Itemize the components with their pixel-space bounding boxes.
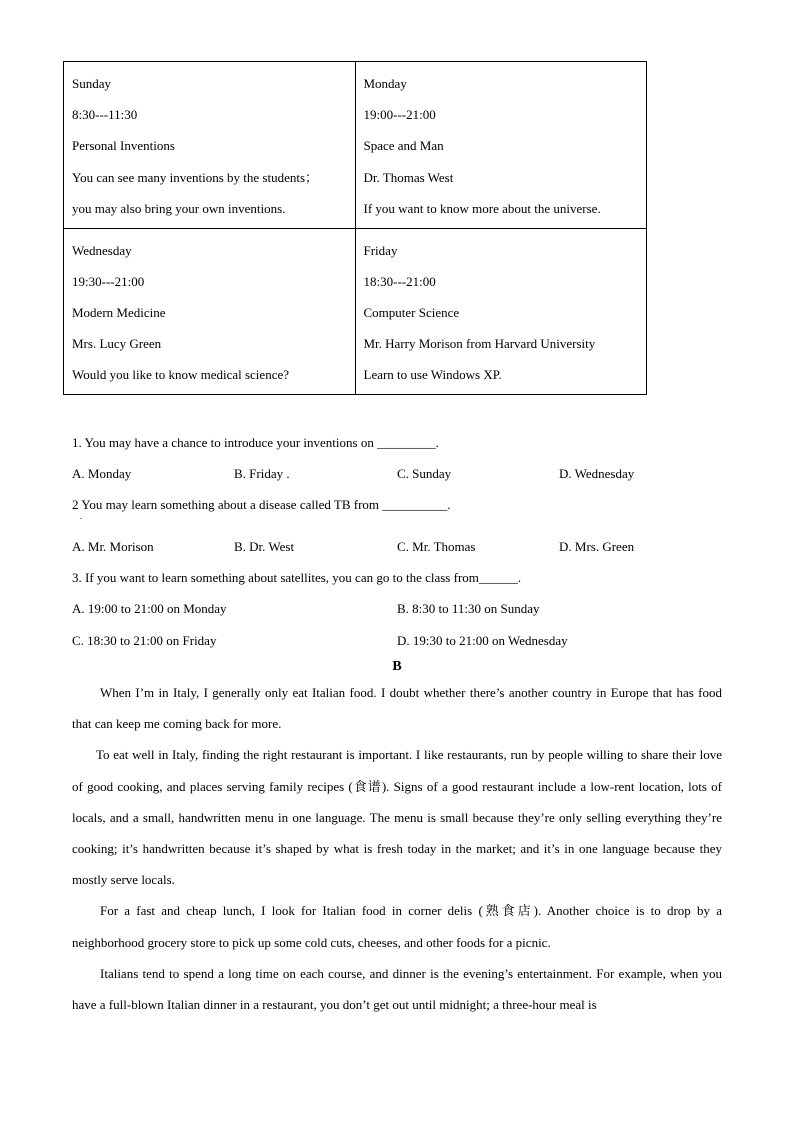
lecture-topic: Space and Man [363,138,444,154]
question-2-option-a: A. Mr. Morison [72,539,154,554]
passage-paragraph: For a fast and cheap lunch, I look for Italian food in corner delis (熟食店). Another choice is to drop by a neighborhood grocery store to pick up some cold cuts, cheeses, and other foods for a picnic. [72,903,722,950]
schedule-row [64,62,647,229]
lecture-description: Learn to use Windows XP. [363,367,502,383]
day-label: Wednesday [72,242,132,258]
lecturer-name: Mr. Harry Morison from Harvard University [363,336,596,352]
question-2-option-d: D. Mrs. Green [559,539,635,554]
question-3-option-d: D. 19:30 to 21:00 on Wednesday [397,633,568,648]
lecture-topic: Computer Science [363,304,460,320]
lecture-topic: Modern Medicine [72,304,166,320]
passage-paragraph: Italians tend to spend a long time on each course, and dinner is the evening’s entertainment. For example, when you have a full-blown Italian dinner in a restaurant, you don’t get out until midnight; a three-hour meal is [72,965,722,1013]
question-2-dot: . [80,511,83,521]
schedule-cell-monday [355,62,647,229]
question-1-option-c: C. Sunday [397,466,452,481]
section-heading: B [392,659,402,674]
lecture-description: you may also bring your own inventions. [72,200,286,216]
day-label: Friday [363,242,398,258]
question-1-option-a: A. Monday [72,466,132,481]
reading-passage [72,677,722,1020]
schedule-cell-sunday [64,62,356,229]
schedule-cell-wednesday [64,228,356,395]
passage-paragraph: To eat well in Italy, finding the right restaurant is important. I like restaurants, run by people willing to share their love of good cooking, and places serving family recipes (食谱). Signs of a good restaurant include a low-rent location, lots of locals, and a small, handwritten menu in one language. The menu is small because they’re only selling everything they’re cooking; it’s handwritten because it’s shaped by what is fresh today in the market; and it’s in one language because they mostly serve locals. [72,747,722,888]
time-range: 19:00---21:00 [363,107,436,123]
time-range: 18:30---21:00 [363,273,436,289]
question-1: 1. You may have a chance to introduce your inventions on _________. [72,435,439,450]
day-label: Monday [363,76,407,91]
lecturer-name: Mrs. Lucy Green [72,336,162,352]
lecture-detail: You can see many inventions by the students； [72,169,319,185]
time-range: 19:30---21:00 [72,273,145,289]
day-label: Sunday [72,76,111,91]
question-2-option-c: C. Mr. Thomas [397,539,476,554]
schedule-table [63,61,647,395]
lecture-description: If you want to know more about the universe. [363,200,601,216]
question-2: 2 You may learn something about a disease called TB from __________. [72,497,451,512]
question-1-option-b: B. Friday . [234,466,290,481]
question-3-option-a: A. 19:00 to 21:00 on Monday [72,601,227,616]
lecture-description: Would you like to know medical science? [72,367,290,383]
question-3: 3. If you want to learn something about satellites, you can go to the class from______. [72,570,522,585]
schedule-cell-friday [355,228,647,395]
time-range: 8:30---11:30 [72,107,138,123]
question-1-option-d: D. Wednesday [559,466,635,481]
question-3-option-b: B. 8:30 to 11:30 on Sunday [397,601,540,616]
lecturer-name: Dr. Thomas West [363,169,454,185]
schedule-row [64,228,647,395]
passage-paragraph: When I’m in Italy, I generally only eat Italian food. I doubt whether there’s another country in Europe that has food that can keep me coming back for more. [72,685,722,732]
question-2-option-b: B. Dr. West [234,539,295,554]
lecture-topic: Personal Inventions [72,138,175,154]
question-3-option-c: C. 18:30 to 21:00 on Friday [72,633,217,648]
